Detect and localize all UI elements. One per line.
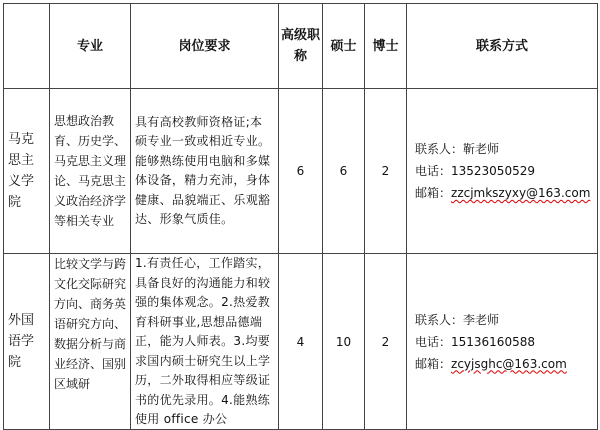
- header-master: 硕士: [323, 4, 365, 89]
- header-requirements: 岗位要求: [131, 4, 279, 89]
- table-row: [4, 89, 598, 254]
- contact-cell: [407, 254, 598, 430]
- requirements-cell: [131, 254, 279, 430]
- contact-email[interactable]: zcyjsghc@163.com: [451, 356, 567, 371]
- email-label: 邮箱：: [415, 356, 452, 371]
- senior-title-count: 4: [279, 254, 323, 430]
- header-phd: 博士: [365, 4, 407, 89]
- major-cell: [50, 254, 131, 430]
- requirements-text: 1.有责任心，工作踏实，具备良好的沟通能力和较强的集体观念。2.热爱教育科研事业,思想品德端正，能为人师表。3.均要求国内硕士研究生以上学历，二外取得相应等级证书的优先录用。4.能熟练使用 office 办公: [135, 256, 271, 426]
- header-major: 专业: [50, 4, 131, 89]
- master-count: 6: [323, 89, 365, 254]
- phd-count: 2: [365, 89, 407, 254]
- header-dept: [4, 4, 50, 89]
- dept-cell: 外国语学院: [4, 254, 50, 430]
- senior-title-count: 6: [279, 89, 323, 254]
- requirements-cell: 具有高校教师资格证;本硕专业一致或相近专业。能够熟练使用电脑和多媒体设备，精力充沛，身体健康、品貌端正、乐观豁达、形象气质佳。: [131, 89, 279, 254]
- contact-person: 联系人：靳老师: [415, 142, 500, 156]
- phd-count: 2: [365, 254, 407, 430]
- header-row: [4, 4, 598, 89]
- major-text: 比较文学与跨文化交际研究方向、商务英语研究方向、数据分析与商业经济、国别区域研: [54, 257, 126, 391]
- header-contact: 联系方式: [407, 4, 598, 89]
- master-count: 10: [323, 254, 365, 430]
- email-label: 邮箱：: [415, 186, 452, 200]
- contact-person: 联系人：李老师: [415, 312, 500, 327]
- contact-email[interactable]: zzcjmkszyxy@163.com: [451, 186, 591, 200]
- contact-cell: [407, 89, 598, 254]
- table-row: [4, 254, 598, 430]
- dept-cell: 马克思主义学院: [4, 89, 50, 254]
- header-senior-title: 高级职称: [279, 4, 323, 89]
- recruitment-table: [3, 3, 598, 430]
- major-cell: 思想政治教育、历史学、马克思主义理论、马克思主义政治经济学等相关专业: [50, 89, 131, 254]
- contact-email-line: [415, 182, 597, 204]
- contact-phone: 电话：15136160588: [415, 334, 535, 349]
- contact-phone: 电话：13523050529: [415, 164, 535, 178]
- contact-email-line: [415, 353, 597, 375]
